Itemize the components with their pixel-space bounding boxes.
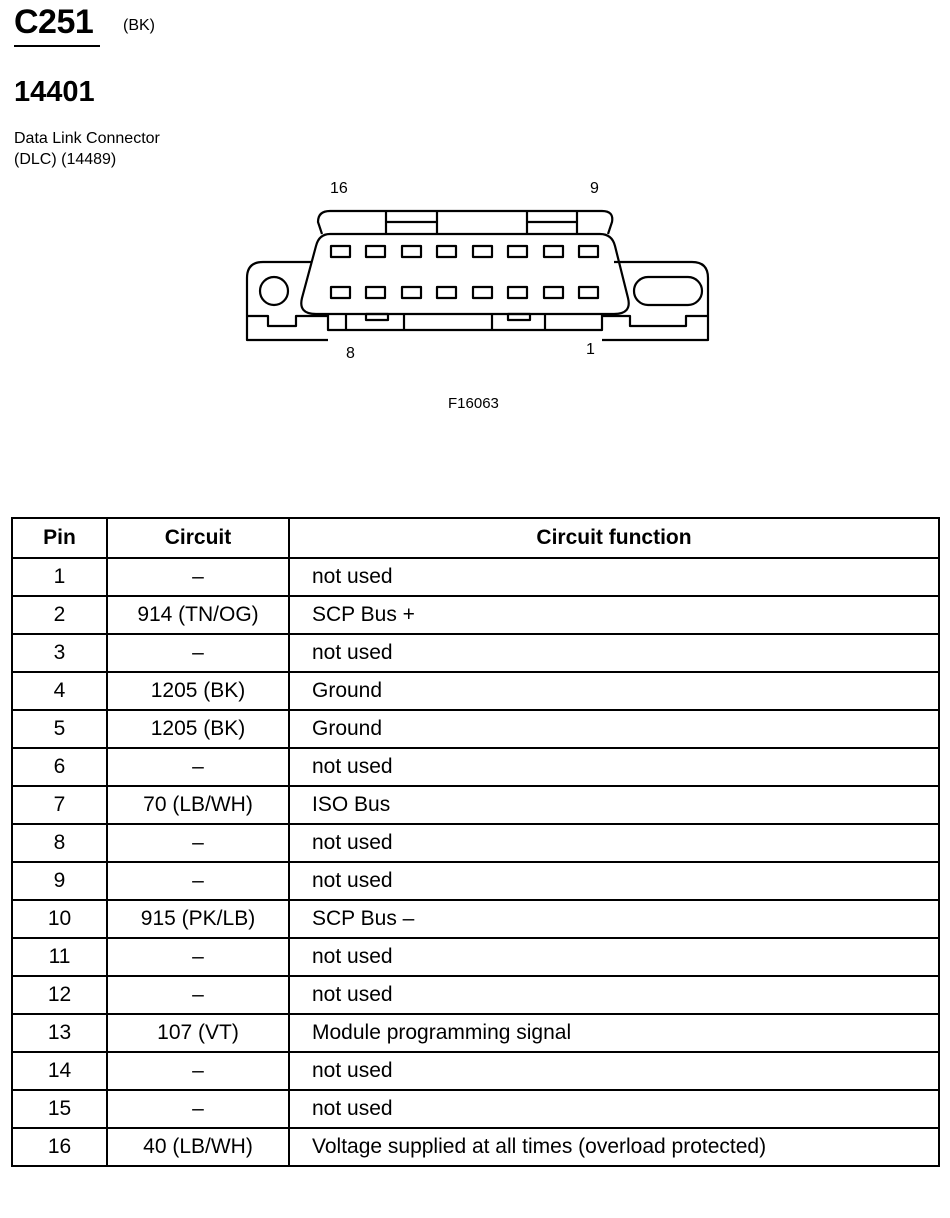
pin-cell: 8 bbox=[12, 824, 107, 862]
part-number: 14401 bbox=[14, 76, 95, 108]
table-row bbox=[12, 1052, 939, 1090]
bottom-row-contacts bbox=[331, 287, 598, 298]
header-circuit: Circuit bbox=[107, 518, 289, 558]
circuit-cell: – bbox=[107, 748, 289, 786]
pin-cell: 10 bbox=[12, 900, 107, 938]
function-cell: not used bbox=[289, 1090, 939, 1128]
pin-cell: 16 bbox=[12, 1128, 107, 1166]
table-row bbox=[12, 862, 939, 900]
function-cell: ISO Bus bbox=[289, 786, 939, 824]
pin-cell: 15 bbox=[12, 1090, 107, 1128]
table-row bbox=[12, 938, 939, 976]
pin-cell: 1 bbox=[12, 558, 107, 596]
connector-diagram bbox=[0, 0, 950, 420]
pin-cell: 11 bbox=[12, 938, 107, 976]
circuit-cell: – bbox=[107, 1090, 289, 1128]
circuit-cell: 914 (TN/OG) bbox=[107, 596, 289, 634]
table-row bbox=[12, 710, 939, 748]
table-row bbox=[12, 672, 939, 710]
circuit-cell: 107 (VT) bbox=[107, 1014, 289, 1052]
function-cell: not used bbox=[289, 824, 939, 862]
function-cell: not used bbox=[289, 938, 939, 976]
circuit-cell: 1205 (BK) bbox=[107, 710, 289, 748]
figure-code: F16063 bbox=[448, 395, 499, 412]
pin-cell: 5 bbox=[12, 710, 107, 748]
function-cell: Voltage supplied at all times (overload protected) bbox=[289, 1128, 939, 1166]
pin-cell: 7 bbox=[12, 786, 107, 824]
pin-label-1: 1 bbox=[586, 341, 595, 358]
pin-label-8: 8 bbox=[346, 345, 355, 362]
pin-label-9: 9 bbox=[590, 180, 599, 197]
function-cell: Ground bbox=[289, 710, 939, 748]
left-mounting-ear bbox=[247, 262, 328, 340]
table-row bbox=[12, 558, 939, 596]
table-row bbox=[12, 1128, 939, 1166]
pin-table bbox=[11, 517, 940, 1167]
function-cell: Ground bbox=[289, 672, 939, 710]
left-mounting-hole bbox=[260, 277, 288, 305]
circuit-cell: – bbox=[107, 1052, 289, 1090]
function-cell: not used bbox=[289, 558, 939, 596]
pin-cell: 3 bbox=[12, 634, 107, 672]
function-cell: not used bbox=[289, 976, 939, 1014]
pin-cell: 2 bbox=[12, 596, 107, 634]
function-cell: not used bbox=[289, 748, 939, 786]
table-row bbox=[12, 824, 939, 862]
function-cell: not used bbox=[289, 862, 939, 900]
top-row-contacts bbox=[331, 246, 598, 257]
circuit-cell: 1205 (BK) bbox=[107, 672, 289, 710]
function-cell: SCP Bus + bbox=[289, 596, 939, 634]
pin-cell: 4 bbox=[12, 672, 107, 710]
header-circuit-function: Circuit function bbox=[289, 518, 939, 558]
table-row bbox=[12, 596, 939, 634]
pin-cell: 13 bbox=[12, 1014, 107, 1052]
table-row bbox=[12, 1014, 939, 1052]
connector-id: C251 bbox=[14, 3, 94, 41]
table-row bbox=[12, 786, 939, 824]
function-cell: Module programming signal bbox=[289, 1014, 939, 1052]
circuit-cell: – bbox=[107, 558, 289, 596]
function-cell: not used bbox=[289, 1052, 939, 1090]
circuit-cell: – bbox=[107, 824, 289, 862]
function-cell: not used bbox=[289, 634, 939, 672]
header-pin: Pin bbox=[12, 518, 107, 558]
pin-cell: 14 bbox=[12, 1052, 107, 1090]
function-cell: SCP Bus – bbox=[289, 900, 939, 938]
table-row bbox=[12, 748, 939, 786]
circuit-cell: – bbox=[107, 634, 289, 672]
right-mounting-slot bbox=[634, 277, 702, 305]
pin-cell: 6 bbox=[12, 748, 107, 786]
table-row bbox=[12, 634, 939, 672]
circuit-cell: – bbox=[107, 862, 289, 900]
table-row bbox=[12, 976, 939, 1014]
component-name-line1: Data Link Connector bbox=[14, 130, 160, 147]
table-body bbox=[12, 558, 939, 1166]
pin-label-16: 16 bbox=[330, 180, 348, 197]
circuit-cell: – bbox=[107, 976, 289, 1014]
pin-cell: 12 bbox=[12, 976, 107, 1014]
pin-cell: 9 bbox=[12, 862, 107, 900]
component-name-line2: (DLC) (14489) bbox=[14, 151, 117, 168]
table-row bbox=[12, 900, 939, 938]
table-header-row bbox=[12, 518, 939, 558]
circuit-cell: 40 (LB/WH) bbox=[107, 1128, 289, 1166]
circuit-cell: 915 (PK/LB) bbox=[107, 900, 289, 938]
circuit-cell: – bbox=[107, 938, 289, 976]
connector-color: (BK) bbox=[123, 17, 155, 34]
circuit-cell: 70 (LB/WH) bbox=[107, 786, 289, 824]
table-row bbox=[12, 1090, 939, 1128]
right-mounting-ear bbox=[602, 262, 708, 340]
